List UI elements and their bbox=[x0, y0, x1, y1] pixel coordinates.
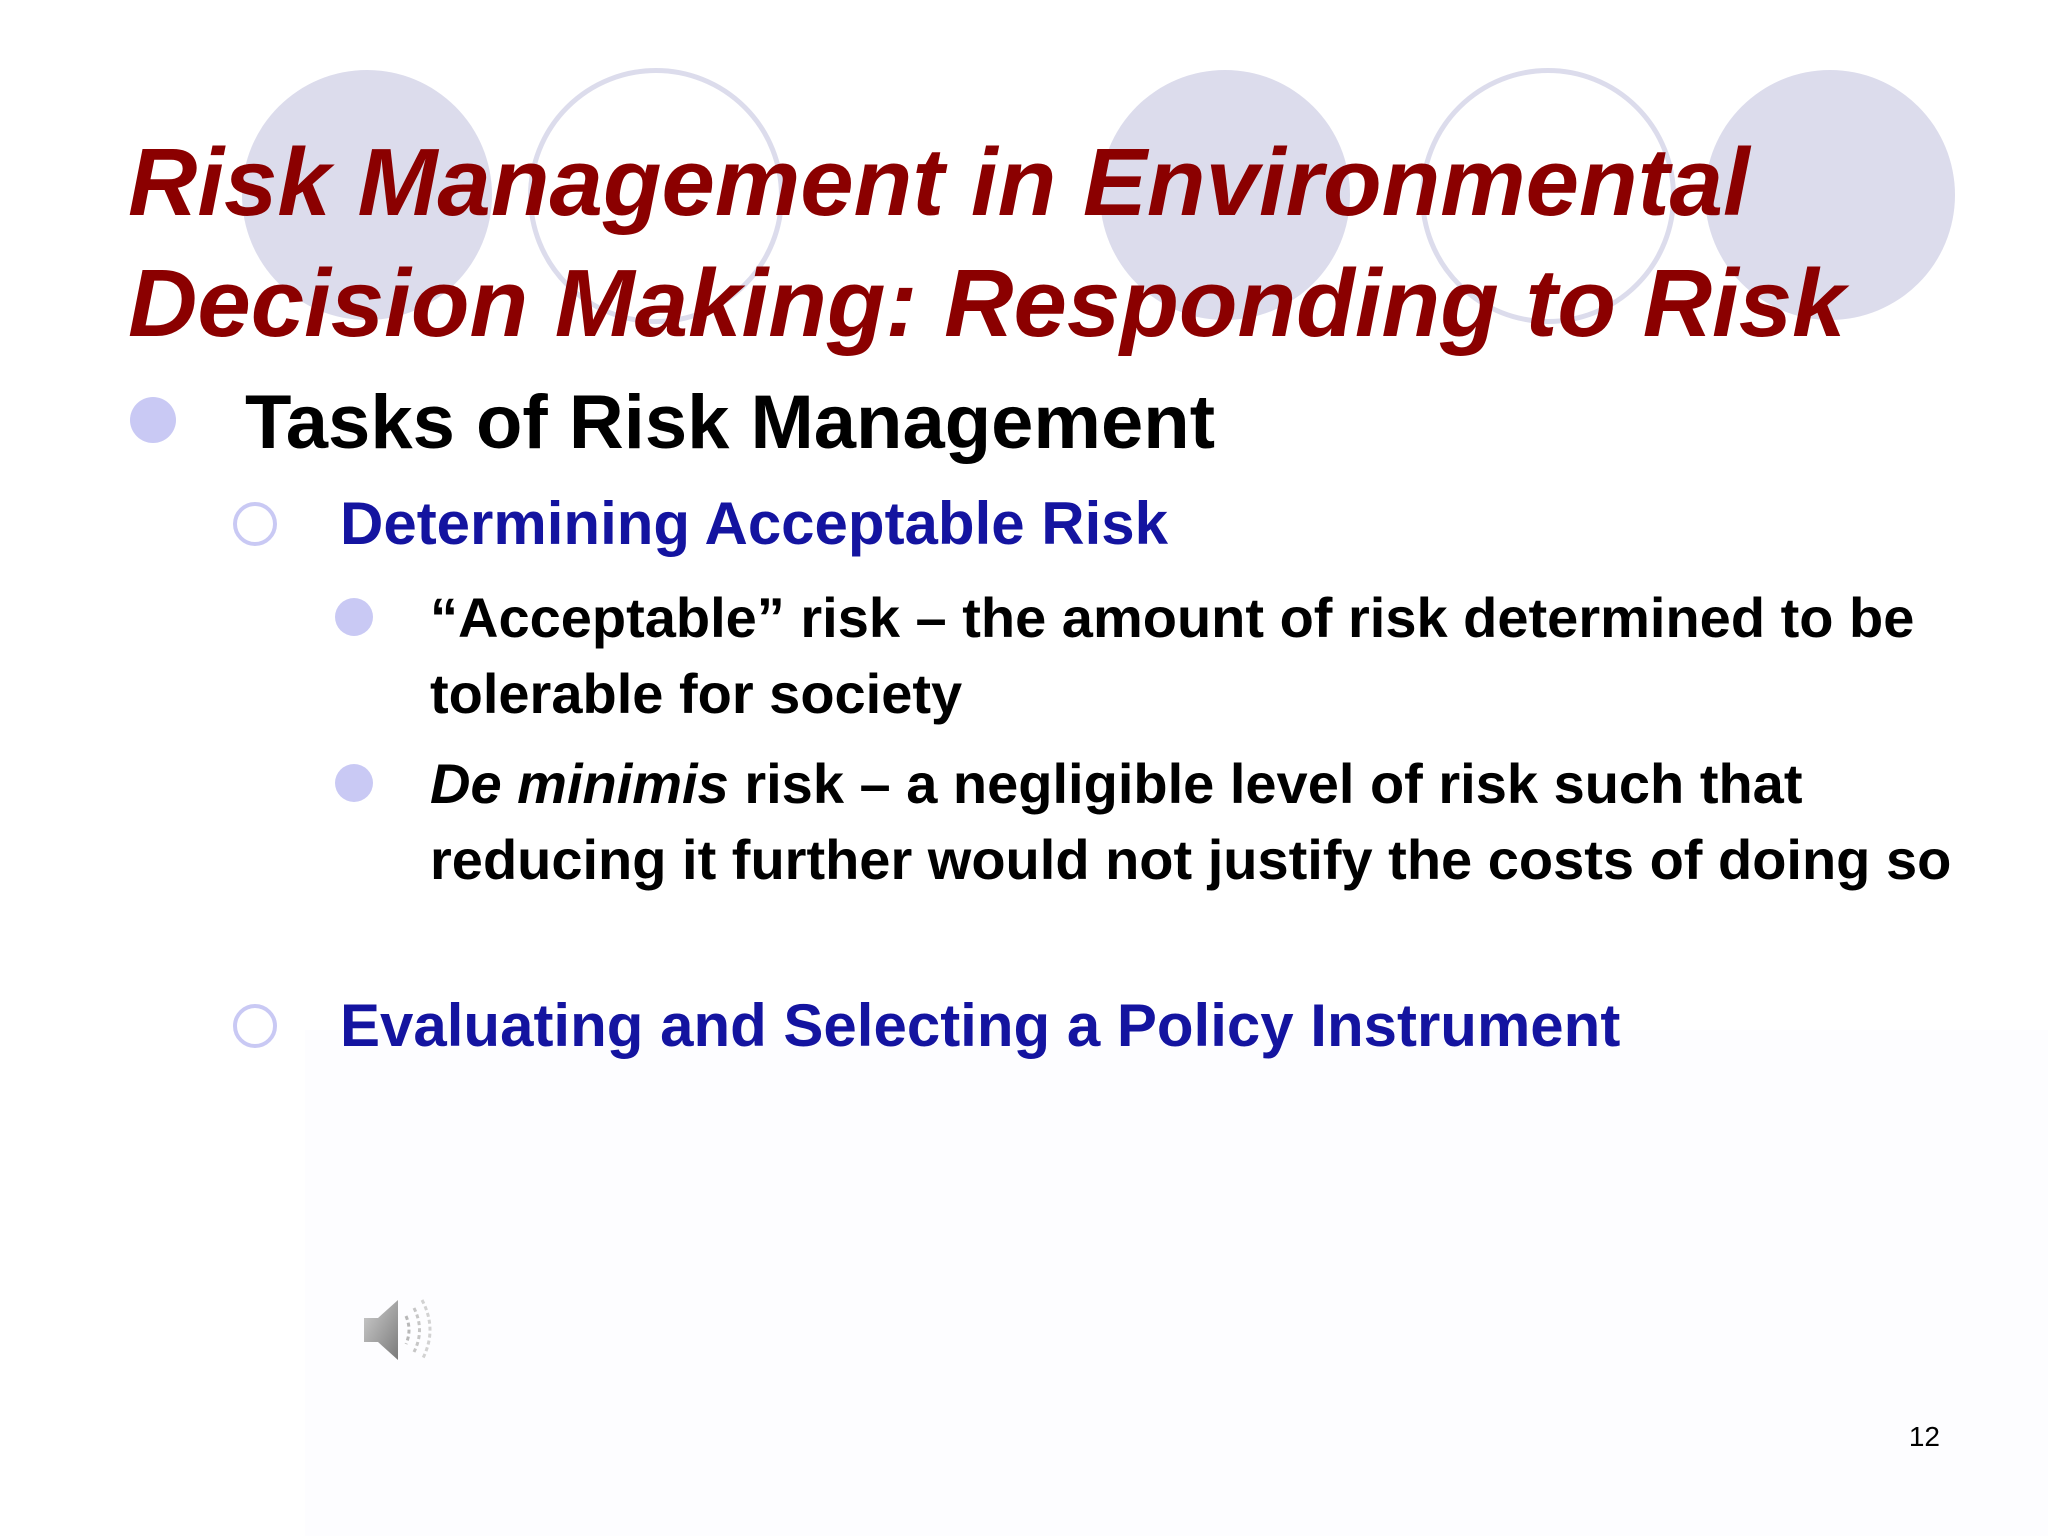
bullet-dot bbox=[335, 598, 373, 636]
de-minimis-definition: risk – a negligible level of risk such that reducing it further would not justify the costs of doing so bbox=[430, 752, 1952, 891]
list-item-acceptable-risk: “Acceptable” risk – the amount of risk determined to be tolerable for society bbox=[430, 586, 1915, 725]
bullet-ring bbox=[233, 1004, 277, 1048]
slide-title-line-2: Decision Making: Responding to Risk bbox=[128, 250, 1846, 357]
de-minimis-term: De minimis bbox=[430, 752, 729, 815]
subheading-acceptable-risk: Determining Acceptable Risk bbox=[340, 490, 1169, 557]
bullet-dot bbox=[335, 764, 373, 802]
speaker-icon[interactable] bbox=[360, 1290, 440, 1370]
bullet-dot bbox=[130, 397, 176, 443]
list-item-de-minimis-risk bbox=[430, 746, 2020, 898]
section-heading: Tasks of Risk Management bbox=[245, 380, 1216, 465]
bullet-ring bbox=[233, 502, 277, 546]
slide-title bbox=[128, 122, 2008, 364]
background-panel bbox=[305, 1030, 2048, 1536]
page-number: 12 bbox=[1908, 1421, 1940, 1452]
subheading-policy-instrument: Evaluating and Selecting a Policy Instrument bbox=[340, 992, 1621, 1059]
slide-title-line-1: Risk Management in Environmental bbox=[128, 129, 1750, 236]
